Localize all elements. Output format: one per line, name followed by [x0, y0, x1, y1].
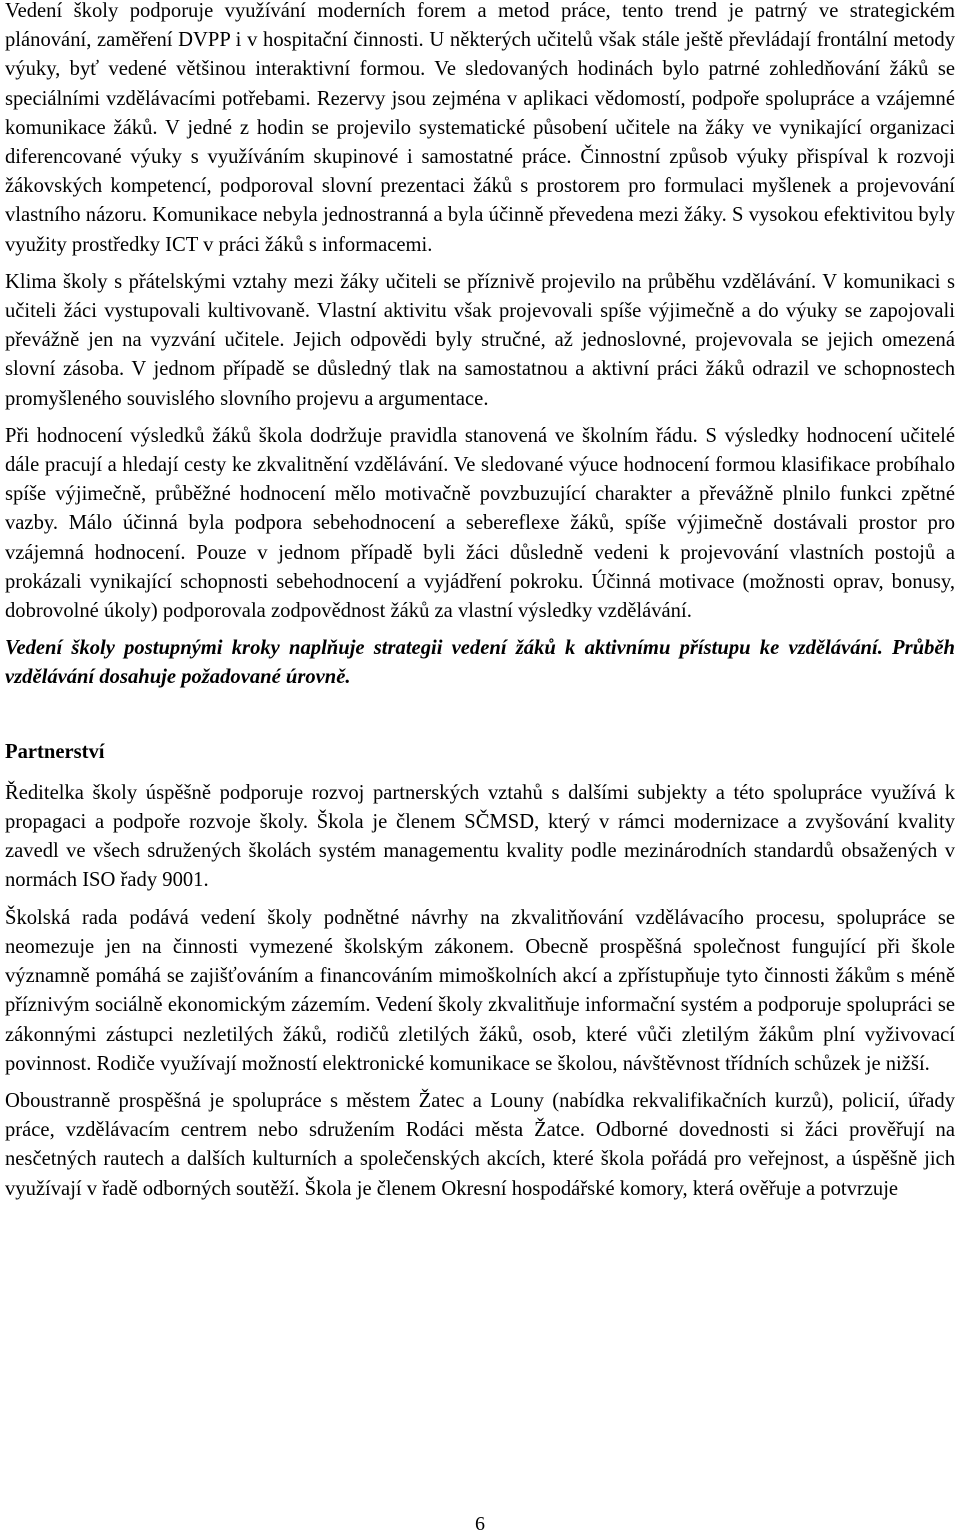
- paragraph-assessment: Při hodnocení výsledků žáků škola dodržuje pravidla stanovená ve školním řádu. S výsledky hodnocení učitelé dále pracují a hledají cesty ke zkvalitnění vzdělávání. Ve sledované výuce hodnocení formou klasifikace probíhalo spíše výjimečně, průběžné hodnocení mělo motivačně povzbuzující charakter a převážně plnilo funkci zpětné vazby. Málo účinná byla podpora sebehodnocení a sebereflexe žáků, spíše výjimečně dostávali prostor pro vzájemná hodnocení. Pouze v jednom případě byli žáci důsledně vedeni k projevování vlastních postojů a prokázali vynikající schopnosti sebehodnocení a vyjádření pokroku. Účinná motivace (možnosti oprav, bonusy, dobrovolné úkoly) podporovala zodpovědnost žáků za vlastní výsledky vzdělávání.: [5, 424, 955, 623]
- paragraph-school-council: Školská rada podává vedení školy podnětné návrhy na zkvalitňování vzdělávacího procesu, spolupráce se neomezuje jen na činnosti vymezené školským zákonem. Obecně prospěšná společnost fungující při škole významně pomáhá se zajišťováním a financováním mimoškolních akcí a zpřístupňuje tyto činnosti žákům s méně příznivým sociálně ekonomickým zázemím. Vedení školy zkvalitňuje informační systém a podporuje spolupráci se zákonnými zástupci nezletilých žáků, rodičů zletilých žáků, osob, které vůči zletilým žákům plní vyživovací povinnost. Rodiče využívají možností elektronické komunikace se školou, návštěvnost třídních schůzek je nižší.: [5, 906, 955, 1075]
- section-conclusion: Vedení školy postupnými kroky naplňuje strategii vedení žáků k aktivnímu přístupu ke vzdělávání. Průběh vzdělávání dosahuje požadované úrovně.: [5, 637, 955, 689]
- paragraph-partnership-director: Ředitelka školy úspěšně podporuje rozvoj partnerských vztahů s dalšími subjekty a této spolupráce využívá k propagaci a podpoře rozvoje školy. Škola je členem SČMSD, který v rámci modernizace a zvyšování kvality zavedl ve všech sdružených školách systém managementu kvality podle mezinárodních standardů obsažených v normách ISO řady 9001.: [5, 781, 955, 892]
- document-page: [5, 0, 955, 1204]
- section-heading-partnership: Partnerství: [5, 740, 105, 763]
- paragraph-teaching-methods: Vedení školy podporuje využívání moderních forem a metod práce, tento trend je patrný ve strategickém plánování, zaměření DVPP i v hospitační činnosti. U některých učitelů však stále ještě převládají frontální metody výuky, byť vedené většinou interaktivní formou. Ve sledovaných hodinách bylo patrné zohledňování žáků se speciálními vzdělávacími potřebami. Rezervy jsou zejména v aplikaci vědomostí, podpoře spolupráce a vzájemné komunikace žáků. V jedné z hodin se projevilo systematické působení učitele na žáky ve vynikající organizaci diferencované výuky s využíváním skupinové i samostatné práce. Činnostní způsob výuky přispíval k rozvoji žákovských kompetencí, podporoval slovní prezentaci žáků s prostorem pro formulaci myšlenek a projevování vlastního názoru. Komunikace nebyla jednostranná a byla účinně převedena mezi žáky. S vysokou efektivitou byly využity prostředky ICT v práci žáků s informacemi.: [5, 0, 955, 256]
- page-number: 6: [475, 1513, 485, 1535]
- paragraph-school-climate: Klima školy s přátelskými vztahy mezi žáky učiteli se příznivě projevilo na průběhu vzdělávání. V komunikaci s učiteli žáci vystupovali kultivovaně. Vlastní aktivitu však projevovali spíše výjimečně a do výuky se zapojovali převážně jen na vyzvání učitele. Jejich odpovědi byly stručné, až jednoslovné, projevovala se jejich omezená slovní zásoba. V jednom případě se důsledný tlak na samostatnou a aktivní práci žáků odrazil ve schopnostech promyšleného souvislého slovního projevu a argumentace.: [5, 270, 955, 410]
- paragraph-cooperation: Oboustranně prospěšná je spolupráce s městem Žatec a Louny (nabídka rekvalifikačních kurzů), policií, úřady práce, vzdělávacím centrem nebo sdružením Rodáci města Žatce. Odborné dovednosti si žáci prověřují na nesčetných rautech a dalších kulturních a společenských akcích, které škola pořádá pro veřejnost, a úspěšně jich využívají v řadě odborných soutěží. Škola je členem Okresní hospodářské komory, která ověřuje a potvrzuje: [5, 1089, 955, 1200]
